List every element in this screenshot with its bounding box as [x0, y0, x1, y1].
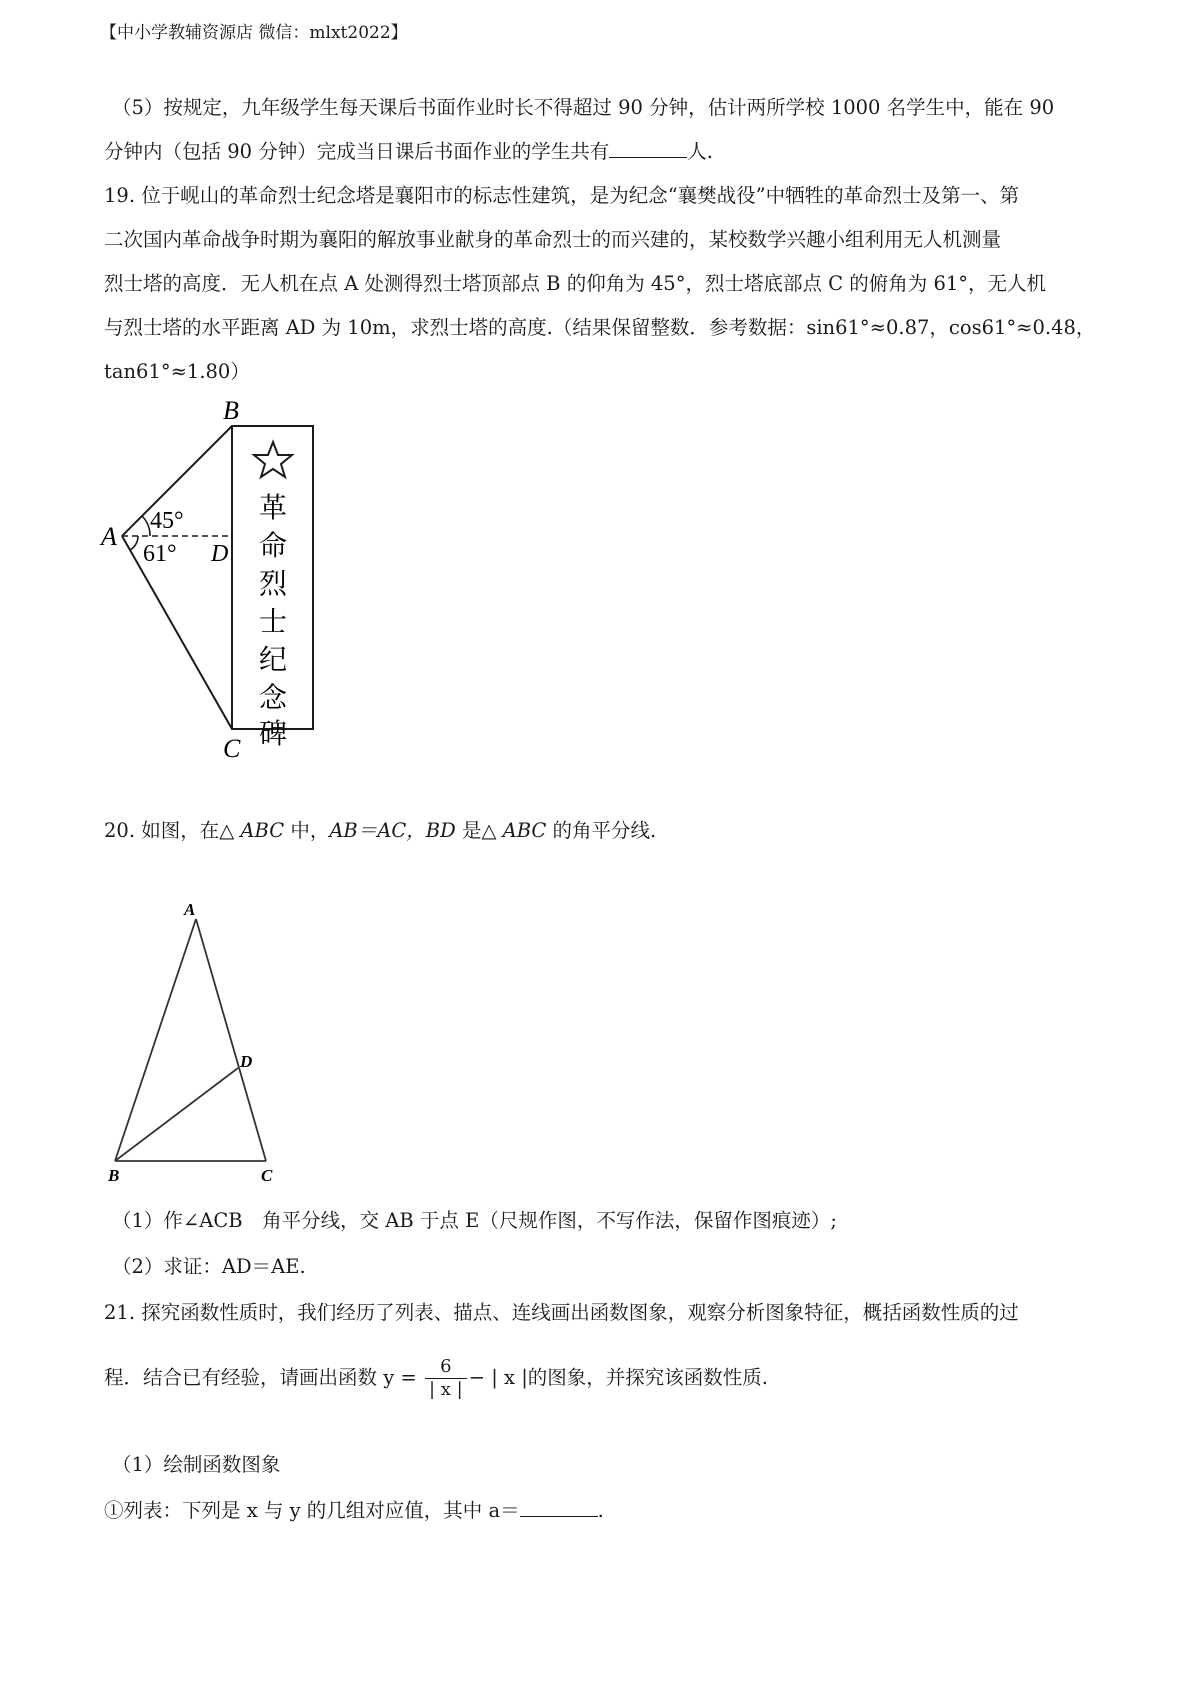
q20-abc-1: ABC: [240, 819, 285, 842]
monument-char-7: 碑: [258, 719, 288, 750]
q21-sub1-item: [104, 1498, 604, 1524]
q19-line2: 二次国内革命战争时期为襄阳的解放事业献身的革命烈士的而兴建的，某校数学兴趣小组利用无人机测量: [104, 228, 1002, 251]
monument-char-5: 纪: [258, 645, 288, 676]
fraction-denominator: | x |: [425, 1378, 467, 1401]
q19-line1: 19. 位于岘山的革命烈士纪念塔是襄阳市的标志性建筑，是为纪念“襄樊战役”中牺牲的革命烈士及第一、第: [104, 184, 1020, 207]
q21-line1: 21. 探究函数性质时，我们经历了列表、描点、连线画出函数图象，观察分析图象特征，概括函数性质的过: [104, 1301, 1019, 1324]
q18-5-line1: （5）按规定，九年级学生每天课后书面作业时长不得超过 90 分钟，估计两所学校 1000 名学生中，能在 90: [112, 96, 1055, 119]
monument-char-1: 革: [258, 493, 288, 524]
triangle-figure: [100, 895, 300, 1185]
q21-sub1-item-text: ①列表：下列是 x 与 y 的几组对应值，其中 a＝: [104, 1499, 520, 1522]
answer-blank: [609, 139, 687, 158]
q21-line2-mid: − | x |: [468, 1366, 528, 1389]
q21-sub1: （1）绘制函数图象: [112, 1453, 281, 1476]
tri-label-d: D: [240, 1052, 253, 1071]
fraction-numerator: 6: [440, 1356, 452, 1377]
tri-label-c: C: [261, 1166, 273, 1185]
q20-sub1: （1）作∠ACB 角平分线，交 AB 于点 E（尺规作图，不写作法，保留作图痕迹）;: [112, 1209, 837, 1232]
monument-figure: [95, 395, 365, 775]
q18-5-line2: [104, 139, 713, 165]
q19-line5: tan61°≈1.80）: [104, 360, 250, 383]
side-ac: [196, 919, 266, 1161]
star-icon: [254, 442, 292, 477]
monument-char-2: 命: [258, 531, 288, 562]
angle-arc-45: [142, 516, 150, 536]
q21-sub1-end: .: [597, 1499, 604, 1522]
monument-char-4: 士: [258, 607, 288, 638]
q20-stem-mid2: 是△: [461, 819, 497, 842]
q20-abc-2: ABC: [502, 819, 547, 842]
q18-5-line2-end: 人.: [687, 140, 713, 163]
page-header: 【中小学教辅资源店 微信：mlxt2022】: [100, 23, 408, 43]
monument-char-6: 念: [258, 683, 288, 714]
q18-5-line2-text: 分钟内（包括 90 分钟）完成当日课后书面作业的学生共有: [104, 140, 610, 163]
tri-label-a: A: [184, 900, 196, 919]
monument-char-3: 烈: [258, 569, 288, 600]
q20-stem-num: 20. 如图，在△: [104, 819, 235, 842]
segment-bd: [115, 1068, 238, 1161]
q20-stem-mid: 中，: [290, 819, 330, 842]
q21-line2-pre: 程．结合已有经验，请画出函数 y =: [104, 1366, 417, 1389]
answer-blank-a: [520, 1498, 598, 1517]
angle-45-label: 45°: [150, 508, 184, 534]
angle-arc-61: [130, 536, 138, 550]
q21-line2: [104, 1352, 768, 1408]
label-d: D: [211, 541, 229, 567]
q20-stem-end: 的角平分线.: [552, 819, 657, 842]
q20-cond: AB＝AC，BD: [329, 819, 456, 842]
label-c: C: [223, 734, 241, 763]
function-fraction: [425, 1356, 467, 1401]
tri-label-b: B: [108, 1166, 120, 1185]
q19-line4: 与烈士塔的水平距离 AD 为 10m，求烈士塔的高度.（结果保留整数．参考数据：sin61°≈0.87，cos61°≈0.48，: [104, 316, 1096, 339]
side-ab: [115, 919, 196, 1161]
q20-sub2: （2）求证：AD＝AE.: [112, 1255, 306, 1278]
angle-61-label: 61°: [143, 541, 177, 567]
q19-line3: 烈士塔的高度．无人机在点 A 处测得烈士塔顶部点 B 的仰角为 45°，烈士塔底部点 C 的俯角为 61°，无人机: [104, 272, 1047, 295]
q20-stem: [104, 818, 656, 844]
label-a: A: [101, 522, 117, 551]
label-b: B: [223, 396, 239, 425]
q21-line2-post: 的图象，并探究该函数性质.: [527, 1366, 768, 1389]
